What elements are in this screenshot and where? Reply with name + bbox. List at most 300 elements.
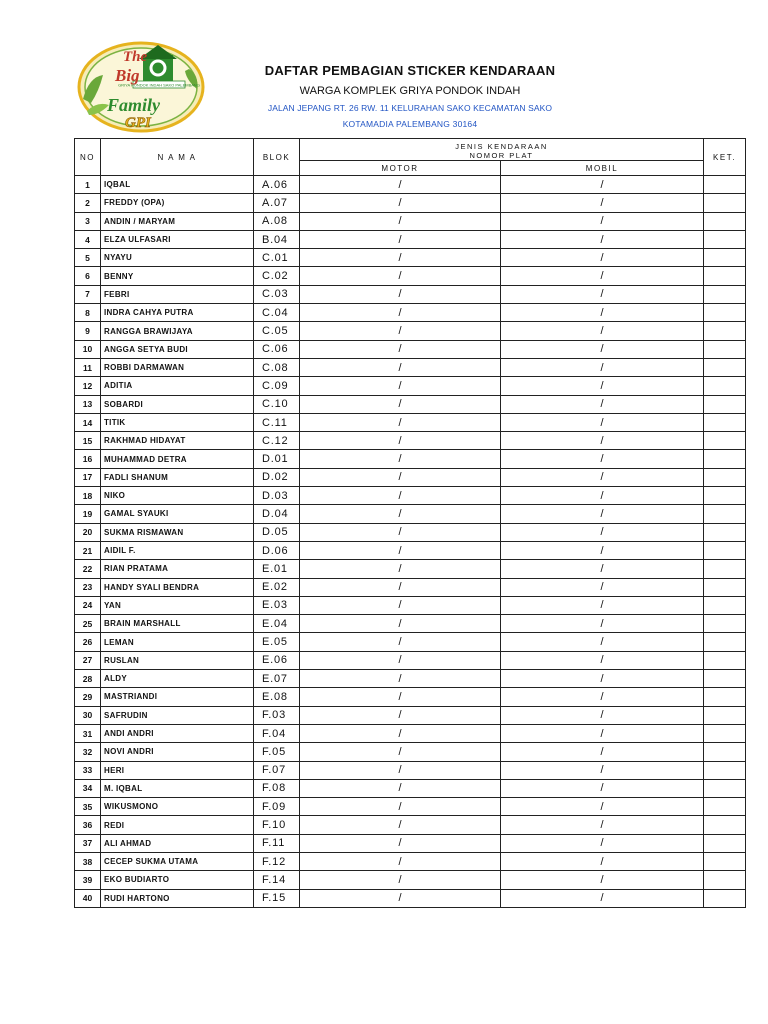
row-ket (704, 523, 746, 541)
row-ket (704, 285, 746, 303)
row-motor-plate: / (300, 487, 501, 505)
table-row (75, 505, 746, 523)
row-blok: C.12 (254, 432, 300, 450)
table-row (75, 285, 746, 303)
row-mobil-plate: / (501, 194, 704, 212)
table-row (75, 468, 746, 486)
row-motor-plate: / (300, 267, 501, 285)
row-mobil-plate: / (501, 432, 704, 450)
row-motor-plate: / (300, 670, 501, 688)
row-motor-plate: / (300, 596, 501, 614)
row-mobil-plate: / (501, 249, 704, 267)
row-no: 9 (75, 322, 101, 340)
svg-text:GPI: GPI (125, 115, 151, 131)
table-row (75, 578, 746, 596)
row-ket (704, 798, 746, 816)
row-motor-plate: / (300, 358, 501, 376)
row-blok: D.02 (254, 468, 300, 486)
row-mobil-plate: / (501, 633, 704, 651)
row-motor-plate: / (300, 578, 501, 596)
row-no: 15 (75, 432, 101, 450)
row-ket (704, 322, 746, 340)
row-nama: NYAYU (101, 249, 254, 267)
row-blok: E.08 (254, 688, 300, 706)
row-blok: E.06 (254, 651, 300, 669)
row-no: 38 (75, 852, 101, 870)
row-ket (704, 194, 746, 212)
row-no: 19 (75, 505, 101, 523)
row-ket (704, 450, 746, 468)
table-row (75, 670, 746, 688)
row-motor-plate: / (300, 798, 501, 816)
row-blok: F.12 (254, 852, 300, 870)
row-motor-plate: / (300, 285, 501, 303)
row-no: 16 (75, 450, 101, 468)
row-mobil-plate: / (501, 816, 704, 834)
row-blok: C.06 (254, 340, 300, 358)
row-nama: AIDIL F. (101, 541, 254, 559)
svg-text:GRIYA PONDOK INDAH SAKO PALEMB: GRIYA PONDOK INDAH SAKO PALEMBANG (118, 82, 200, 88)
row-ket (704, 761, 746, 779)
row-nama: BRAIN MARSHALL (101, 615, 254, 633)
row-ket (704, 871, 746, 889)
row-no: 4 (75, 230, 101, 248)
document-city: KOTAMADIA PALEMBANG 30164 (342, 119, 478, 129)
row-no: 30 (75, 706, 101, 724)
table-row (75, 176, 746, 194)
row-no: 18 (75, 487, 101, 505)
row-mobil-plate: / (501, 889, 704, 907)
table-row (75, 340, 746, 358)
row-ket (704, 743, 746, 761)
row-blok: E.03 (254, 596, 300, 614)
logo-emblem (77, 41, 205, 133)
row-no: 28 (75, 670, 101, 688)
row-mobil-plate: / (501, 322, 704, 340)
row-ket (704, 505, 746, 523)
row-motor-plate: / (300, 322, 501, 340)
table-row (75, 358, 746, 376)
table-row (75, 212, 746, 230)
row-blok: E.07 (254, 670, 300, 688)
row-ket (704, 267, 746, 285)
row-motor-plate: / (300, 377, 501, 395)
row-mobil-plate: / (501, 761, 704, 779)
row-nama: ANDI ANDRI (101, 724, 254, 742)
row-no: 11 (75, 358, 101, 376)
row-nama: ADITIA (101, 377, 254, 395)
table-row (75, 249, 746, 267)
row-mobil-plate: / (501, 670, 704, 688)
row-blok: C.08 (254, 358, 300, 376)
svg-text:The: The (123, 49, 148, 65)
document-header (230, 60, 590, 129)
row-motor-plate: / (300, 889, 501, 907)
row-blok: E.01 (254, 560, 300, 578)
row-ket (704, 706, 746, 724)
document-subtitle: WARGA KOMPLEK GRIYA PONDOK INDAH (299, 85, 521, 97)
svg-text:Big: Big (115, 66, 140, 85)
row-blok: B.04 (254, 230, 300, 248)
row-nama: RAKHMAD HIDAYAT (101, 432, 254, 450)
table-row (75, 761, 746, 779)
row-nama: ANGGA SETYA BUDI (101, 340, 254, 358)
row-no: 31 (75, 724, 101, 742)
row-no: 13 (75, 395, 101, 413)
row-mobil-plate: / (501, 230, 704, 248)
row-blok: F.08 (254, 779, 300, 797)
row-nama: IQBAL (101, 176, 254, 194)
row-motor-plate: / (300, 541, 501, 559)
row-nama: SOBARDI (101, 395, 254, 413)
row-mobil-plate: / (501, 541, 704, 559)
header-blok: BLOK (254, 139, 300, 176)
row-motor-plate: / (300, 852, 501, 870)
table-row (75, 450, 746, 468)
row-blok: F.14 (254, 871, 300, 889)
row-nama: CECEP SUKMA UTAMA (101, 852, 254, 870)
row-ket (704, 304, 746, 322)
roster-body (75, 176, 746, 908)
row-mobil-plate: / (501, 450, 704, 468)
row-mobil-plate: / (501, 212, 704, 230)
row-ket (704, 230, 746, 248)
row-blok: F.10 (254, 816, 300, 834)
table-row (75, 743, 746, 761)
row-ket (704, 670, 746, 688)
row-no: 27 (75, 651, 101, 669)
row-blok: F.09 (254, 798, 300, 816)
row-blok: D.05 (254, 523, 300, 541)
row-no: 36 (75, 816, 101, 834)
row-no: 37 (75, 834, 101, 852)
row-no: 32 (75, 743, 101, 761)
table-row (75, 377, 746, 395)
row-motor-plate: / (300, 194, 501, 212)
row-nama: YAN (101, 596, 254, 614)
row-mobil-plate: / (501, 395, 704, 413)
row-mobil-plate: / (501, 615, 704, 633)
row-blok: D.01 (254, 450, 300, 468)
row-no: 7 (75, 285, 101, 303)
row-mobil-plate: / (501, 578, 704, 596)
row-motor-plate: / (300, 706, 501, 724)
table-row (75, 541, 746, 559)
row-motor-plate: / (300, 212, 501, 230)
row-blok: A.06 (254, 176, 300, 194)
row-mobil-plate: / (501, 413, 704, 431)
row-nama: GAMAL SYAUKI (101, 505, 254, 523)
row-blok: D.04 (254, 505, 300, 523)
header-jenis-kendaraan (300, 139, 704, 161)
row-nama: RANGGA BRAWIJAYA (101, 322, 254, 340)
row-motor-plate: / (300, 834, 501, 852)
table-row (75, 432, 746, 450)
row-ket (704, 633, 746, 651)
row-no: 14 (75, 413, 101, 431)
row-ket (704, 615, 746, 633)
row-nama: RUSLAN (101, 651, 254, 669)
row-nama: ALDY (101, 670, 254, 688)
row-motor-plate: / (300, 505, 501, 523)
row-no: 23 (75, 578, 101, 596)
document-title: DAFTAR PEMBAGIAN STICKER KENDARAAN (264, 63, 556, 78)
header-jenis-line2: NOMOR PLAT (469, 151, 534, 160)
row-motor-plate: / (300, 871, 501, 889)
row-mobil-plate: / (501, 304, 704, 322)
row-nama: HERI (101, 761, 254, 779)
row-mobil-plate: / (501, 377, 704, 395)
row-motor-plate: / (300, 743, 501, 761)
row-ket (704, 852, 746, 870)
row-nama: BENNY (101, 267, 254, 285)
row-nama: M. IQBAL (101, 779, 254, 797)
row-no: 39 (75, 871, 101, 889)
row-nama: SAFRUDIN (101, 706, 254, 724)
row-ket (704, 358, 746, 376)
row-nama: EKO BUDIARTO (101, 871, 254, 889)
row-no: 5 (75, 249, 101, 267)
row-nama: REDI (101, 816, 254, 834)
row-mobil-plate: / (501, 358, 704, 376)
table-row (75, 779, 746, 797)
row-ket (704, 487, 746, 505)
row-mobil-plate: / (501, 651, 704, 669)
row-motor-plate: / (300, 816, 501, 834)
row-nama: MASTRIANDI (101, 688, 254, 706)
row-no: 33 (75, 761, 101, 779)
row-no: 3 (75, 212, 101, 230)
row-ket (704, 212, 746, 230)
row-ket (704, 688, 746, 706)
table-row (75, 688, 746, 706)
row-motor-plate: / (300, 340, 501, 358)
row-mobil-plate: / (501, 724, 704, 742)
row-motor-plate: / (300, 724, 501, 742)
row-motor-plate: / (300, 468, 501, 486)
row-motor-plate: / (300, 688, 501, 706)
row-no: 25 (75, 615, 101, 633)
table-row (75, 267, 746, 285)
table-row (75, 798, 746, 816)
table-row (75, 596, 746, 614)
row-motor-plate: / (300, 395, 501, 413)
row-no: 1 (75, 176, 101, 194)
row-mobil-plate: / (501, 176, 704, 194)
row-mobil-plate: / (501, 834, 704, 852)
row-ket (704, 834, 746, 852)
row-mobil-plate: / (501, 505, 704, 523)
row-motor-plate: / (300, 523, 501, 541)
row-mobil-plate: / (501, 487, 704, 505)
row-mobil-plate: / (501, 743, 704, 761)
header-nama: N A M A (101, 139, 254, 176)
row-nama: NOVI ANDRI (101, 743, 254, 761)
row-no: 10 (75, 340, 101, 358)
row-no: 24 (75, 596, 101, 614)
row-mobil-plate: / (501, 688, 704, 706)
row-blok: E.04 (254, 615, 300, 633)
row-nama: ELZA ULFASARI (101, 230, 254, 248)
row-motor-plate: / (300, 779, 501, 797)
row-nama: NIKO (101, 487, 254, 505)
row-ket (704, 468, 746, 486)
table-row (75, 230, 746, 248)
row-ket (704, 651, 746, 669)
row-no: 35 (75, 798, 101, 816)
table-row (75, 651, 746, 669)
row-motor-plate: / (300, 651, 501, 669)
table-row (75, 706, 746, 724)
row-motor-plate: / (300, 304, 501, 322)
row-motor-plate: / (300, 450, 501, 468)
row-nama: INDRA CAHYA PUTRA (101, 304, 254, 322)
row-blok: F.07 (254, 761, 300, 779)
row-ket (704, 816, 746, 834)
header-jenis-line1: JENIS KENDARAAN (455, 142, 548, 151)
row-ket (704, 779, 746, 797)
row-blok: F.15 (254, 889, 300, 907)
row-no: 26 (75, 633, 101, 651)
row-blok: C.04 (254, 304, 300, 322)
row-ket (704, 176, 746, 194)
row-blok: A.08 (254, 212, 300, 230)
row-blok: A.07 (254, 194, 300, 212)
row-nama: LEMAN (101, 633, 254, 651)
row-nama: FREDDY (OPA) (101, 194, 254, 212)
row-mobil-plate: / (501, 779, 704, 797)
row-nama: HANDY SYALI BENDRA (101, 578, 254, 596)
row-no: 2 (75, 194, 101, 212)
row-blok: C.03 (254, 285, 300, 303)
row-ket (704, 578, 746, 596)
table-row (75, 724, 746, 742)
row-motor-plate: / (300, 615, 501, 633)
row-blok: D.06 (254, 541, 300, 559)
row-blok: E.05 (254, 633, 300, 651)
row-nama: FADLI SHANUM (101, 468, 254, 486)
header-ket: KET. (704, 139, 746, 176)
row-nama: ROBBI DARMAWAN (101, 358, 254, 376)
row-ket (704, 560, 746, 578)
row-motor-plate: / (300, 432, 501, 450)
row-ket (704, 395, 746, 413)
row-mobil-plate: / (501, 871, 704, 889)
row-blok: F.04 (254, 724, 300, 742)
row-motor-plate: / (300, 633, 501, 651)
row-no: 8 (75, 304, 101, 322)
svg-text:Family: Family (107, 95, 160, 115)
table-row (75, 816, 746, 834)
row-nama: ANDIN / MARYAM (101, 212, 254, 230)
row-motor-plate: / (300, 230, 501, 248)
row-blok: F.11 (254, 834, 300, 852)
row-ket (704, 541, 746, 559)
row-nama: RIAN PRATAMA (101, 560, 254, 578)
row-no: 40 (75, 889, 101, 907)
row-no: 21 (75, 541, 101, 559)
table-row (75, 871, 746, 889)
table-row (75, 322, 746, 340)
row-blok: D.03 (254, 487, 300, 505)
row-ket (704, 249, 746, 267)
row-no: 6 (75, 267, 101, 285)
table-row (75, 487, 746, 505)
row-ket (704, 432, 746, 450)
row-blok: E.02 (254, 578, 300, 596)
row-motor-plate: / (300, 176, 501, 194)
table-row (75, 413, 746, 431)
row-nama: TITIK (101, 413, 254, 431)
row-mobil-plate: / (501, 523, 704, 541)
row-mobil-plate: / (501, 798, 704, 816)
table-row (75, 633, 746, 651)
row-motor-plate: / (300, 560, 501, 578)
row-nama: RUDI HARTONO (101, 889, 254, 907)
row-blok: C.02 (254, 267, 300, 285)
row-blok: C.05 (254, 322, 300, 340)
row-mobil-plate: / (501, 706, 704, 724)
row-blok: C.01 (254, 249, 300, 267)
table-row (75, 523, 746, 541)
header-mobil: MOBIL (501, 161, 704, 176)
sticker-roster-table (74, 138, 746, 908)
row-mobil-plate: / (501, 340, 704, 358)
row-mobil-plate: / (501, 267, 704, 285)
row-nama: ALI AHMAD (101, 834, 254, 852)
row-blok: C.11 (254, 413, 300, 431)
row-mobil-plate: / (501, 852, 704, 870)
row-blok: C.10 (254, 395, 300, 413)
row-mobil-plate: / (501, 285, 704, 303)
table-row (75, 560, 746, 578)
row-blok: F.05 (254, 743, 300, 761)
row-blok: F.03 (254, 706, 300, 724)
row-ket (704, 377, 746, 395)
table-row (75, 304, 746, 322)
header-motor: MOTOR (300, 161, 501, 176)
row-nama: FEBRI (101, 285, 254, 303)
row-mobil-plate: / (501, 468, 704, 486)
document-address: JALAN JEPANG RT. 26 RW. 11 KELURAHAN SAKO KECAMATAN SAKO (267, 103, 553, 113)
table-row (75, 852, 746, 870)
header-no: NO (75, 139, 101, 176)
table-row (75, 395, 746, 413)
community-logo (77, 41, 205, 133)
row-motor-plate: / (300, 761, 501, 779)
row-motor-plate: / (300, 413, 501, 431)
row-no: 22 (75, 560, 101, 578)
row-nama: WIKUSMONO (101, 798, 254, 816)
row-no: 34 (75, 779, 101, 797)
row-mobil-plate: / (501, 560, 704, 578)
row-blok: C.09 (254, 377, 300, 395)
row-ket (704, 340, 746, 358)
row-no: 12 (75, 377, 101, 395)
table-row (75, 834, 746, 852)
table-row (75, 889, 746, 907)
row-ket (704, 596, 746, 614)
row-no: 29 (75, 688, 101, 706)
row-ket (704, 889, 746, 907)
table-row (75, 194, 746, 212)
table-row (75, 615, 746, 633)
row-no: 17 (75, 468, 101, 486)
row-ket (704, 413, 746, 431)
row-ket (704, 724, 746, 742)
row-nama: SUKMA RISMAWAN (101, 523, 254, 541)
row-motor-plate: / (300, 249, 501, 267)
